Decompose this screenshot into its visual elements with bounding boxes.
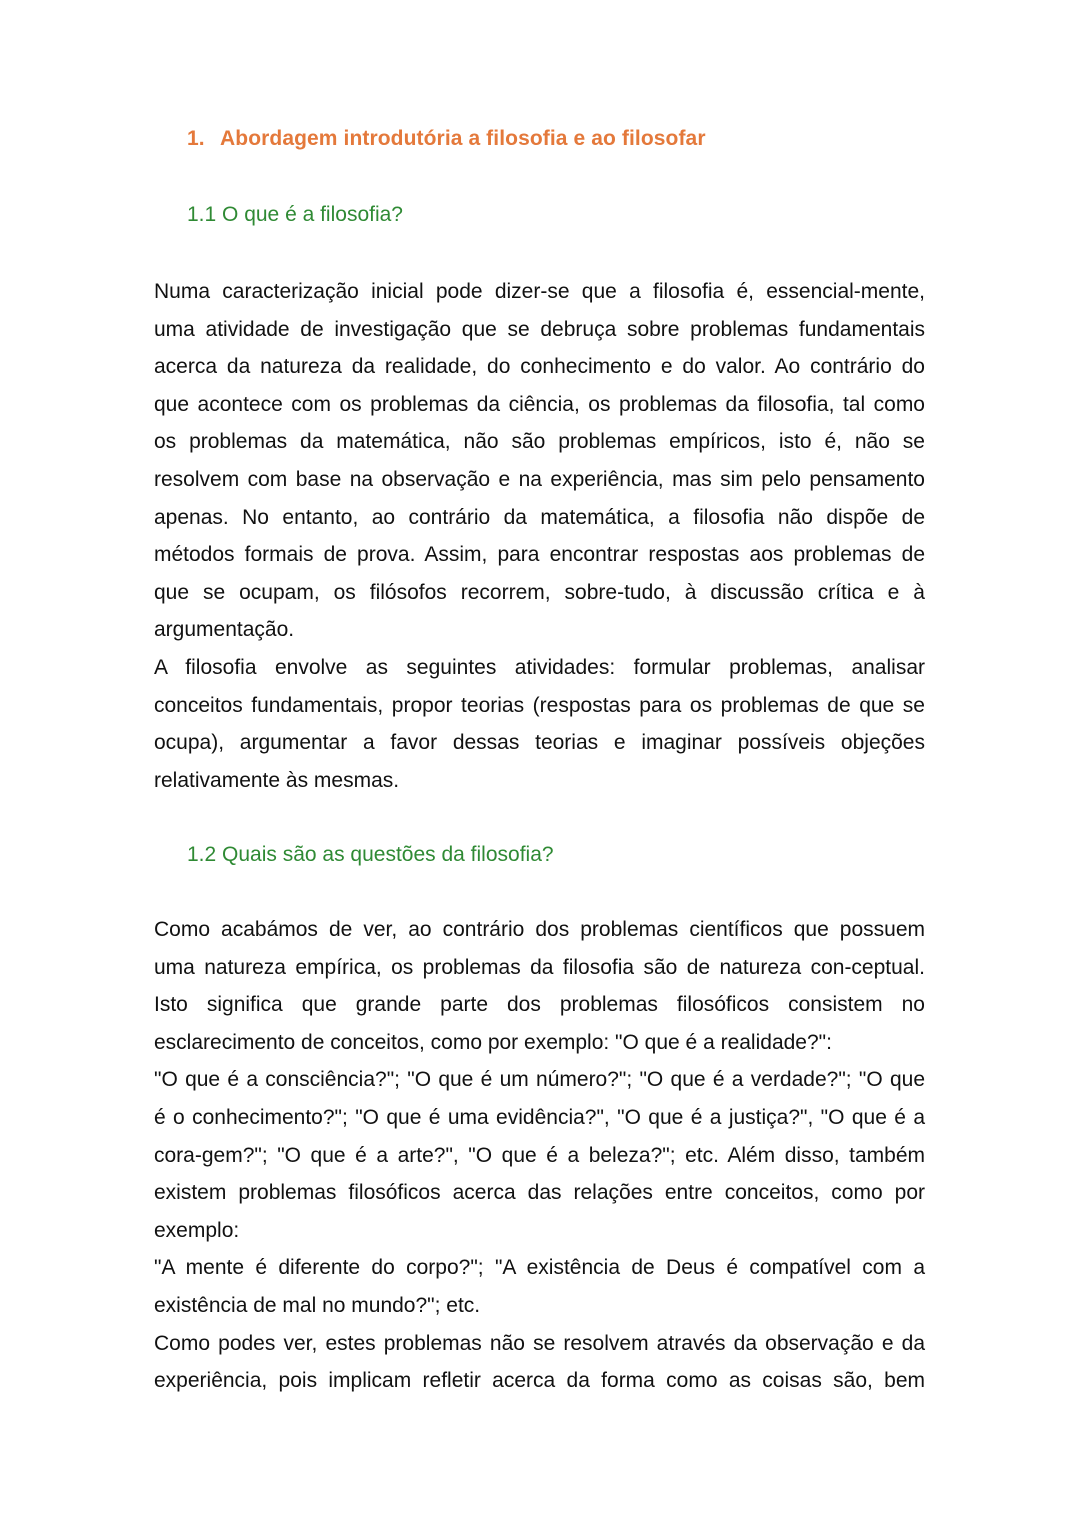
text-line: uma atividade de investigação que se debruça sobre problemas fundamentais xyxy=(154,317,925,341)
section-heading-1-2: 1.2 Quais são as questões da filosofia? xyxy=(187,843,554,866)
text-line: resolvem com base na observação e na experiência, mas sim pelo pensamento xyxy=(154,467,925,491)
text-line: A filosofia envolve as seguintes atividades: formular problemas, analisar xyxy=(154,655,925,679)
text-line: Numa caracterização inicial pode dizer-se que a filosofia é, essencial-mente, xyxy=(154,280,925,303)
text-line: Como podes ver, estes problemas não se resolvem através da observação e da xyxy=(154,1331,925,1355)
text-line: relativamente às mesmas. xyxy=(154,768,400,792)
text-line: que se ocupam, os filósofos recorrem, sobre-tudo, à discussão crítica e à xyxy=(154,580,925,604)
paragraph xyxy=(154,1249,925,1324)
text-line: argumentação. xyxy=(154,618,295,642)
section-heading-1-1: 1.1 O que é a filosofia? xyxy=(187,203,403,226)
text-line: acerca da natureza da realidade, do conhecimento e do valor. Ao contrário do xyxy=(154,355,925,379)
text-line: "A mente é diferente do corpo?"; "A existência de Deus é compatível com a xyxy=(154,1256,925,1280)
paragraph xyxy=(154,1325,925,1400)
text-line: "O que é a consciência?"; "O que é um número?"; "O que é a verdade?"; "O que xyxy=(154,1068,925,1092)
text-line: esclarecimento de conceitos, como por exemplo: "O que é a realidade?": xyxy=(154,1030,832,1054)
text-line: conceitos fundamentais, propor teorias (respostas para os problemas de que se xyxy=(154,693,925,717)
text-line: Isto significa que grande parte dos problemas filosóficos consistem no xyxy=(154,993,925,1017)
text-line: experiência, pois implicam refletir acerca da forma como as coisas são, bem xyxy=(154,1369,925,1393)
paragraph xyxy=(154,911,925,1061)
text-line: cora-gem?"; "O que é a arte?", "O que é a beleza?"; etc. Além disso, também xyxy=(154,1143,925,1167)
text-line: é o conhecimento?"; "O que é uma evidência?", "O que é a justiça?", "O que é a xyxy=(154,1105,925,1129)
text-line: ocupa), argumentar a favor dessas teorias e imaginar possíveis objeções xyxy=(154,731,925,755)
text-line: exemplo: xyxy=(154,1218,240,1242)
paragraph xyxy=(154,273,925,649)
chapter-heading xyxy=(187,127,706,151)
text-line: Como acabámos de ver, ao contrário dos problemas científicos que possuem xyxy=(154,918,925,941)
chapter-number: 1. xyxy=(187,127,205,150)
text-line: existem problemas filosóficos acerca das relações entre conceitos, como por xyxy=(154,1181,925,1205)
text-line: métodos formais de prova. Assim, para encontrar respostas aos problemas de xyxy=(154,543,925,567)
text-line: existência de mal no mundo?"; etc. xyxy=(154,1293,481,1317)
text-line: apenas. No entanto, ao contrário da matemática, a filosofia não dispõe de xyxy=(154,505,925,529)
chapter-title: Abordagem introdutória a filosofia e ao filosofar xyxy=(220,127,706,150)
section-1-1-body xyxy=(154,273,925,799)
section-1-2-body xyxy=(154,911,925,1400)
paragraph xyxy=(154,1061,925,1249)
text-line: que acontece com os problemas da ciência, os problemas da filosofia, tal como xyxy=(154,392,925,416)
text-line: uma natureza empírica, os problemas da filosofia são de natureza con-ceptual. xyxy=(154,955,925,979)
text-line: os problemas da matemática, não são problemas empíricos, isto é, não se xyxy=(154,430,925,454)
paragraph xyxy=(154,649,925,799)
